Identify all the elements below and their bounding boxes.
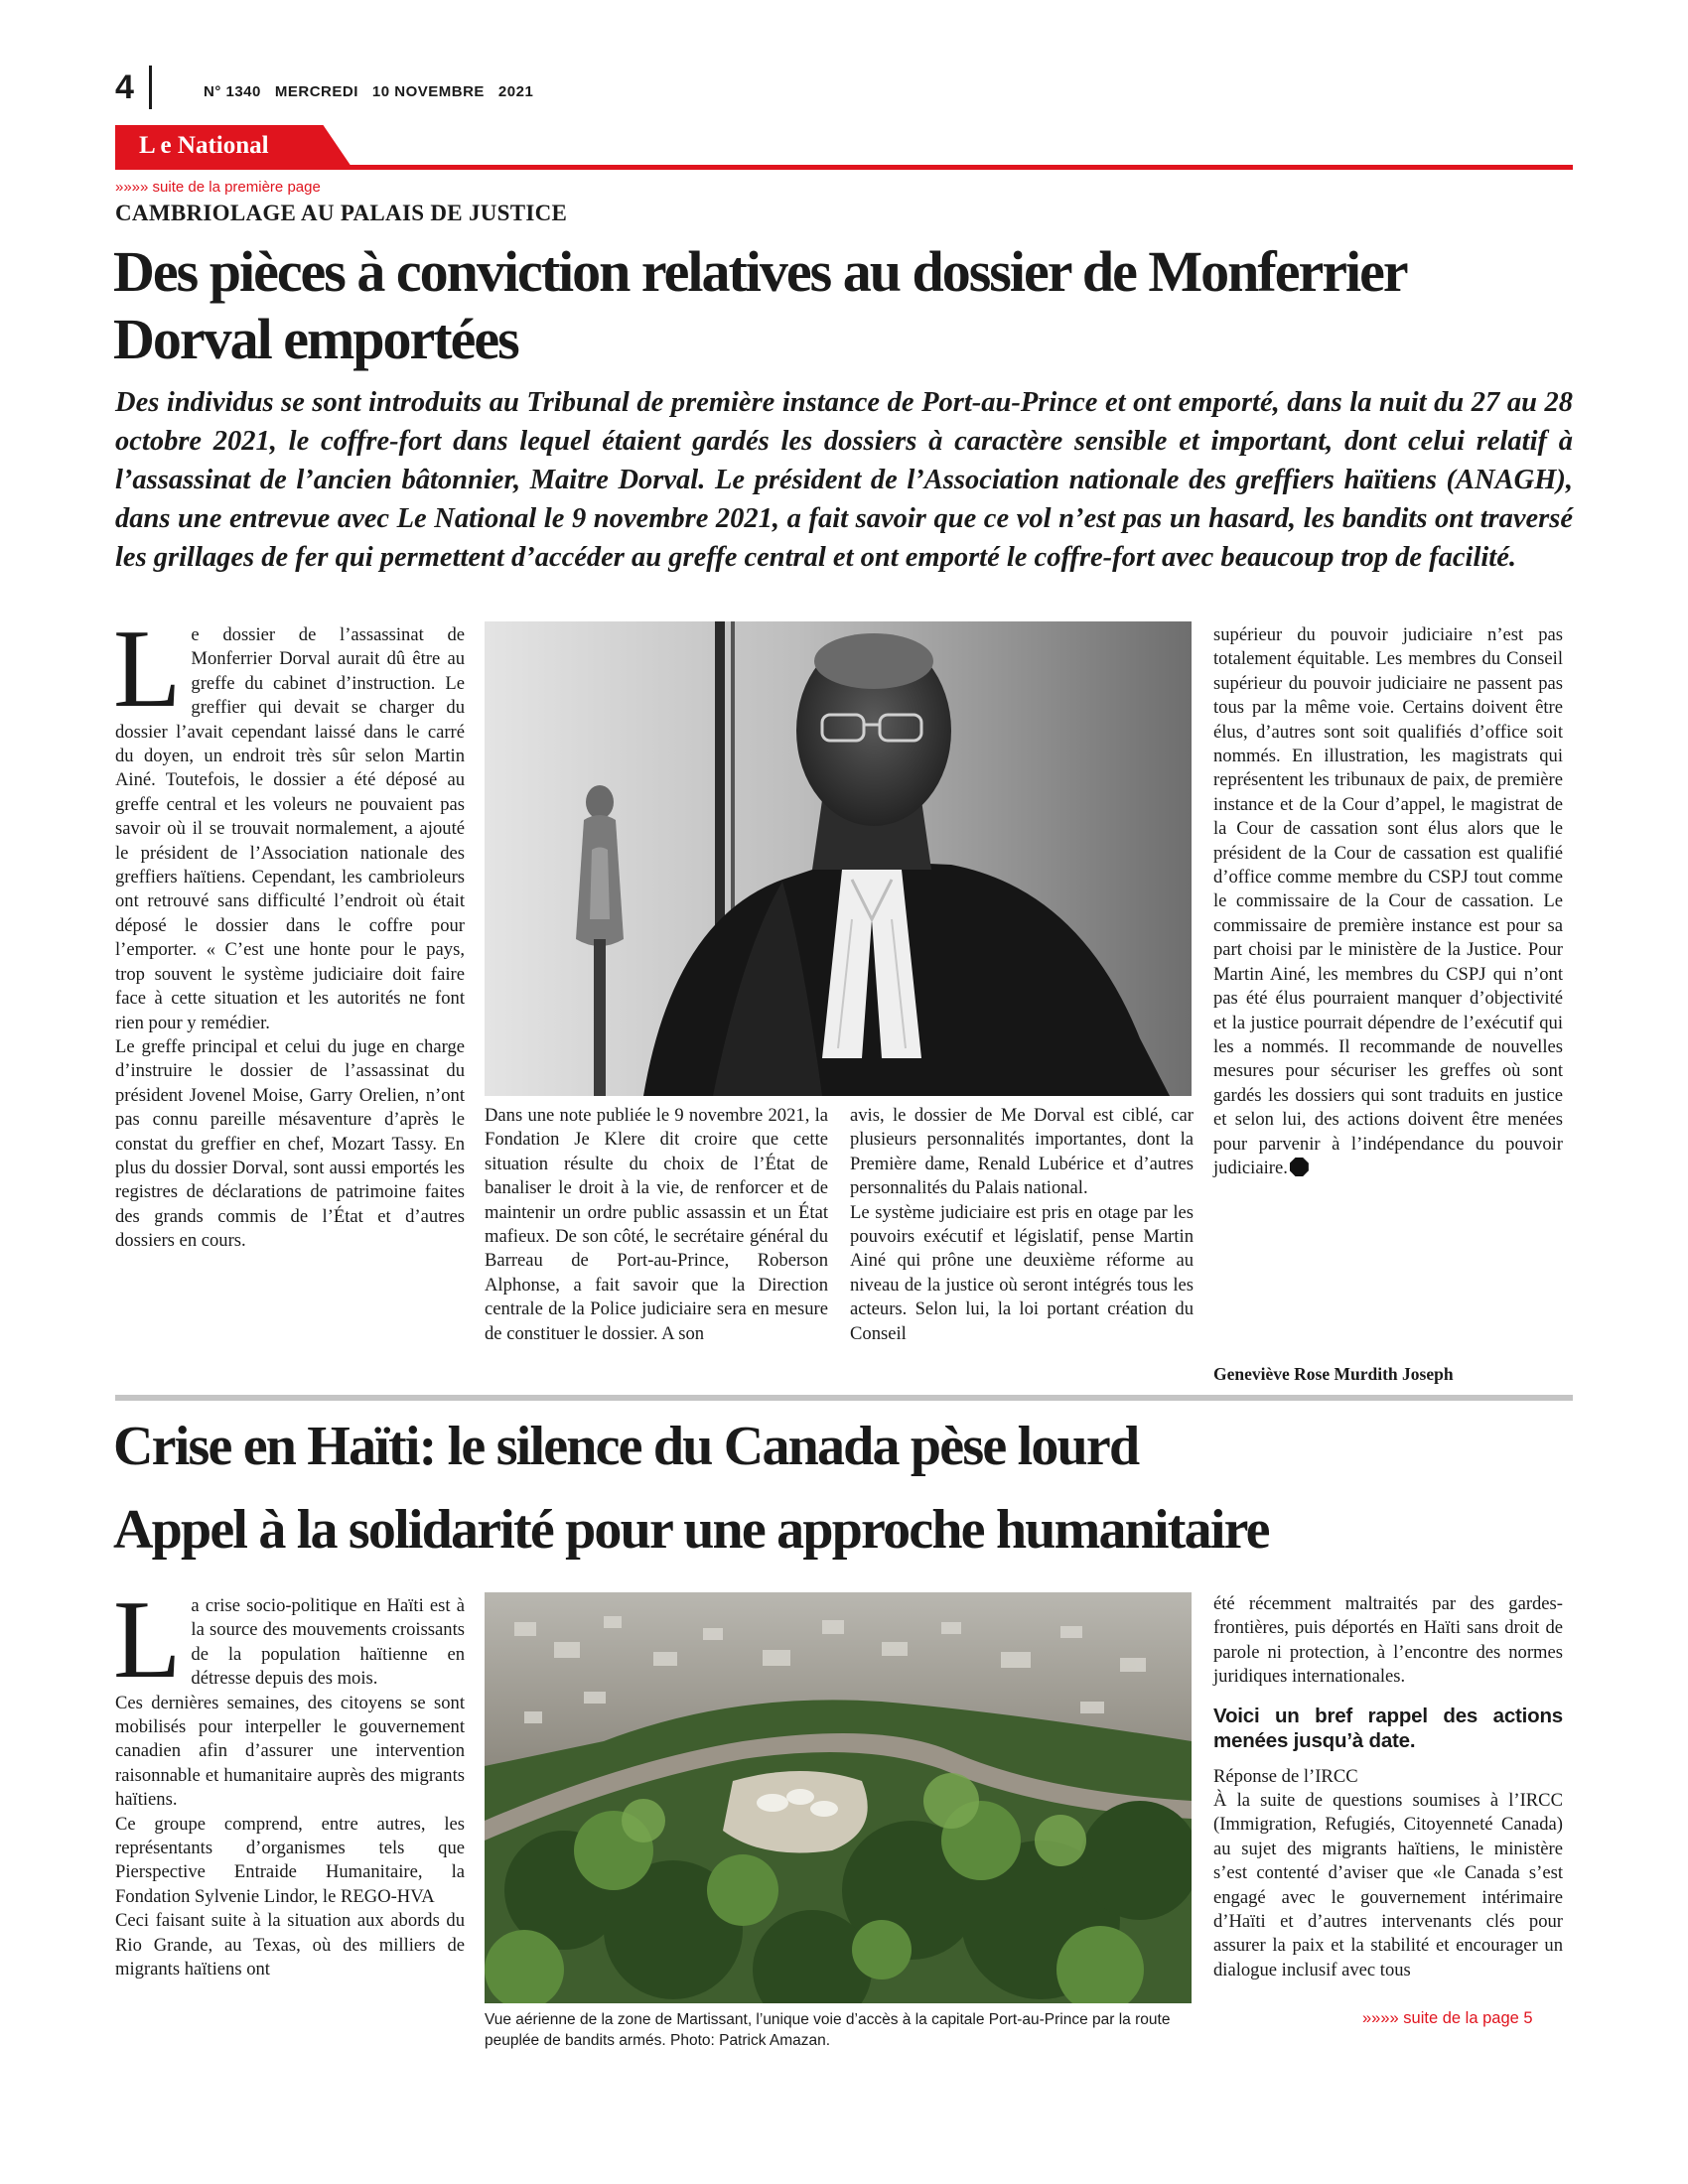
article-headline: Crise en Haïti: le silence du Canada pèse lourd bbox=[113, 1416, 1139, 1477]
issue-line bbox=[204, 83, 547, 100]
header-rule bbox=[115, 165, 1573, 170]
brand-name: L e National bbox=[139, 132, 269, 159]
issue-date: 10 NOVEMBRE bbox=[371, 83, 485, 100]
section-subhead: Voici un bref rappel des actions menées jusqu’à date. bbox=[1213, 1704, 1563, 1752]
headline-line: Des pièces à conviction relatives au dossier de Monferrier bbox=[113, 239, 1407, 304]
paragraph: Le greffe principal et celui du juge en charge d’instruire le dossier de l’assassinat du président Jovenel Moise, Garry Orelien, n’ont pas connu pareille mésaventure d’après le constat du greffier en chef, Mozart Tassy. En plus du dossier Dorval, sont aussi emportés les registres de déclarations de patrimoine faites des grands commis de l’État et d’autres dossiers en cours. bbox=[115, 1035, 465, 1252]
headline-line: Dorval emportées bbox=[113, 307, 518, 371]
article-column-3 bbox=[850, 1104, 1194, 1346]
paragraph: Réponse de l’IRCC bbox=[1213, 1765, 1358, 1787]
paragraph: été récemment maltraités par des gardes-frontières, puis déportés en Haïti sans droit de parole ni protection, à l’encontre des normes juridiques internationales. bbox=[1213, 1593, 1563, 1688]
paragraph: Dans une note publiée le 9 novembre 2021, la Fondation Je Klere dit croire que cette situation résulte du choix de l’État de banaliser le droit à la vie, de renforcer et de maintenir un ordre public assassin et un État mafieux. De son côté, le secrétaire général du Barreau de Port-au-Prince, Roberson Alphonse, a fait savoir que la Direction centrale de la Police judiciaire sera en mesure de constituer le dossier. A son bbox=[485, 1105, 828, 1344]
page-number: 4 bbox=[115, 68, 134, 106]
article-headline bbox=[113, 238, 1583, 373]
author-byline: Geneviève Rose Murdith Joseph bbox=[1213, 1364, 1454, 1384]
photo-caption: Vue aérienne de la zone de Martissant, l’unique voie d’accès à la capitale Port-au-Prince par la route peuplée de bandits armés. Photo: Patrick Amazan. bbox=[485, 2011, 1171, 2049]
continued-on-note: »»»» suite de la page 5 bbox=[1362, 2009, 1533, 2027]
page-number-divider bbox=[149, 66, 152, 109]
article-kicker: CAMBRIOLAGE AU PALAIS DE JUSTICE bbox=[115, 201, 568, 225]
paragraph: Ceci faisant suite à la situation aux abords du Rio Grande, au Texas, où des milliers de migrants haïtiens ont bbox=[115, 1910, 465, 1980]
drop-cap: L bbox=[113, 1578, 182, 1702]
paragraph: À la suite de questions soumises à l’IRCC (Immigration, Refugiés, Citoyenneté Canada) au sujet des migrants haïtiens, le ministère s’est contenté d’aviser que «le Canada s’est engagé avec le gouvernement intérimaire d’Haïti et d’autres intervenants clés pour assurer la paix et la stabilité et encourager un dialogue inclusif avec tous bbox=[1213, 1790, 1563, 1980]
paragraph: Le système judiciaire est pris en otage par les pouvoirs exécutif et législatif, pense Martin Ainé qui prône une deuxième réforme au niveau de la justice où seront intégrés tous les acteurs. Selon lui, la loi portant création du Conseil bbox=[850, 1201, 1194, 1344]
paragraph: avis, le dossier de Me Dorval est ciblé, car plusieurs personnalités importantes, dont la Première dame, Renald Lubérice et d’autres personnalités du Palais national. bbox=[850, 1105, 1194, 1199]
article-column-4 bbox=[1213, 1592, 1563, 1982]
article-lead: Des individus se sont introduits au Tribunal de première instance de Port-au-Prince et ont emporté, dans la nuit du 27 au 28 octobre 2021, le coffre-fort dans lequel étaient gardés les dossiers à caractère sensible et important, dont celui relatif à l’assassinat de l’ancien bâtonnier, Maitre Dorval. Le président de l’Association nationale des greffiers haïtiens (ANAGH), dans une entrevue avec Le National le 9 novembre 2021, a fait savoir que ce vol n’est pas un hasard, les bandits ont traversé les grillages de fer qui permettent d’accéder au greffe central et ont emporté le coffre-fort avec beaucoup trop de facilité. bbox=[115, 387, 1573, 573]
aerial-photo-illustration bbox=[485, 1592, 1192, 2003]
paragraph: Ce groupe comprend, entre autres, les représentants d’organismes tels que Pierspective Entraide Humanitaire, la Fondation Sylvenie Lindor, le REGO-HVA bbox=[115, 1813, 465, 1907]
paragraph: supérieur du pouvoir judiciaire n’est pas totalement équitable. Les membres du Conseil supérieur du pouvoir judiciaire ne passent pas tous par la même voie. Certains doivent être élus, d’autres sont soit qualifiés d’office soit nommés. En illustration, les magistrats qui représentent les tribunaux de paix, de première instance et de la Cour d’appel, le magistrat de la Cour de cassation sont élus alors que le président de la Cour de cassation est qualifié d’office comme membre du CSPJ tout comme le commissaire de la Cour de cassation. Le commissaire de première instance est pour sa part choisi par le ministère de la Justice. Pour Martin Ainé, les membres du CSPJ qui n’ont pas été élus pourraient manquer d’objectivité et la justice pourrait dépendre de l’exécutif qui les a nommés. Il recommande de nouvelles mesures pour sécuriser les greffes où sont gardés les dossiers qui sont traduits en justice et selon lui, des actions doivent être menées pour parvenir à l’indépendance du pouvoir judiciaire. bbox=[1213, 624, 1563, 1178]
drop-cap: L bbox=[113, 608, 182, 731]
paragraph: a crise socio-politique en Haïti est à la source des mouvements croissants de la population haïtienne en détresse depuis des mois. bbox=[191, 1595, 465, 1690]
article-column-1 bbox=[113, 608, 465, 1254]
judge-photo-illustration bbox=[485, 621, 1192, 1096]
judge-photo bbox=[485, 621, 1192, 1096]
issue-year: 2021 bbox=[497, 83, 534, 100]
article-divider bbox=[115, 1395, 1573, 1401]
aerial-photo bbox=[485, 1592, 1192, 2003]
issue-weekday: MERCREDI bbox=[274, 83, 358, 100]
article-subheadline: Appel à la solidarité pour une approche humanitaire bbox=[113, 1499, 1269, 1561]
issue-number: N° 1340 bbox=[204, 83, 261, 100]
paragraph: e dossier de l’assassinat de Monferrier Dorval aurait dû être au greffe du cabinet d’instruction. Le greffier qui devait se charger du dossier l’avait cependant laissé dans le carré du doyen, un endroit très sûr selon Martin Ainé. Toutefois, le dossier a été déposé au greffe central et les voleurs ne pouvaient pas savoir où il se trouvait normalement, a ajouté le président de l’Association nationale des greffiers haïtiens. Cependant, les cambrioleurs ont retrouvé sans difficulté l’endroit où était déposé le dossier dans le coffre pour l’emporter. « C’est une honte pour le pays, trop souvent le système judiciaire doit faire face à cette situation et les autorités ne font rien pour y remédier. bbox=[115, 624, 465, 1033]
continued-from-note: »»»» suite de la première page bbox=[115, 179, 321, 196]
article-column-4 bbox=[1213, 623, 1563, 1180]
end-of-article-icon bbox=[1290, 1158, 1309, 1176]
article-column-2 bbox=[485, 1104, 828, 1346]
article-column-1 bbox=[113, 1578, 465, 1982]
paragraph: Ces dernières semaines, des citoyens se sont mobilisés pour interpeller le gouvernement canadien afin d’assurer une intervention raisonnable et humanitaire auprès des migrants haïtiens. bbox=[115, 1692, 465, 1811]
